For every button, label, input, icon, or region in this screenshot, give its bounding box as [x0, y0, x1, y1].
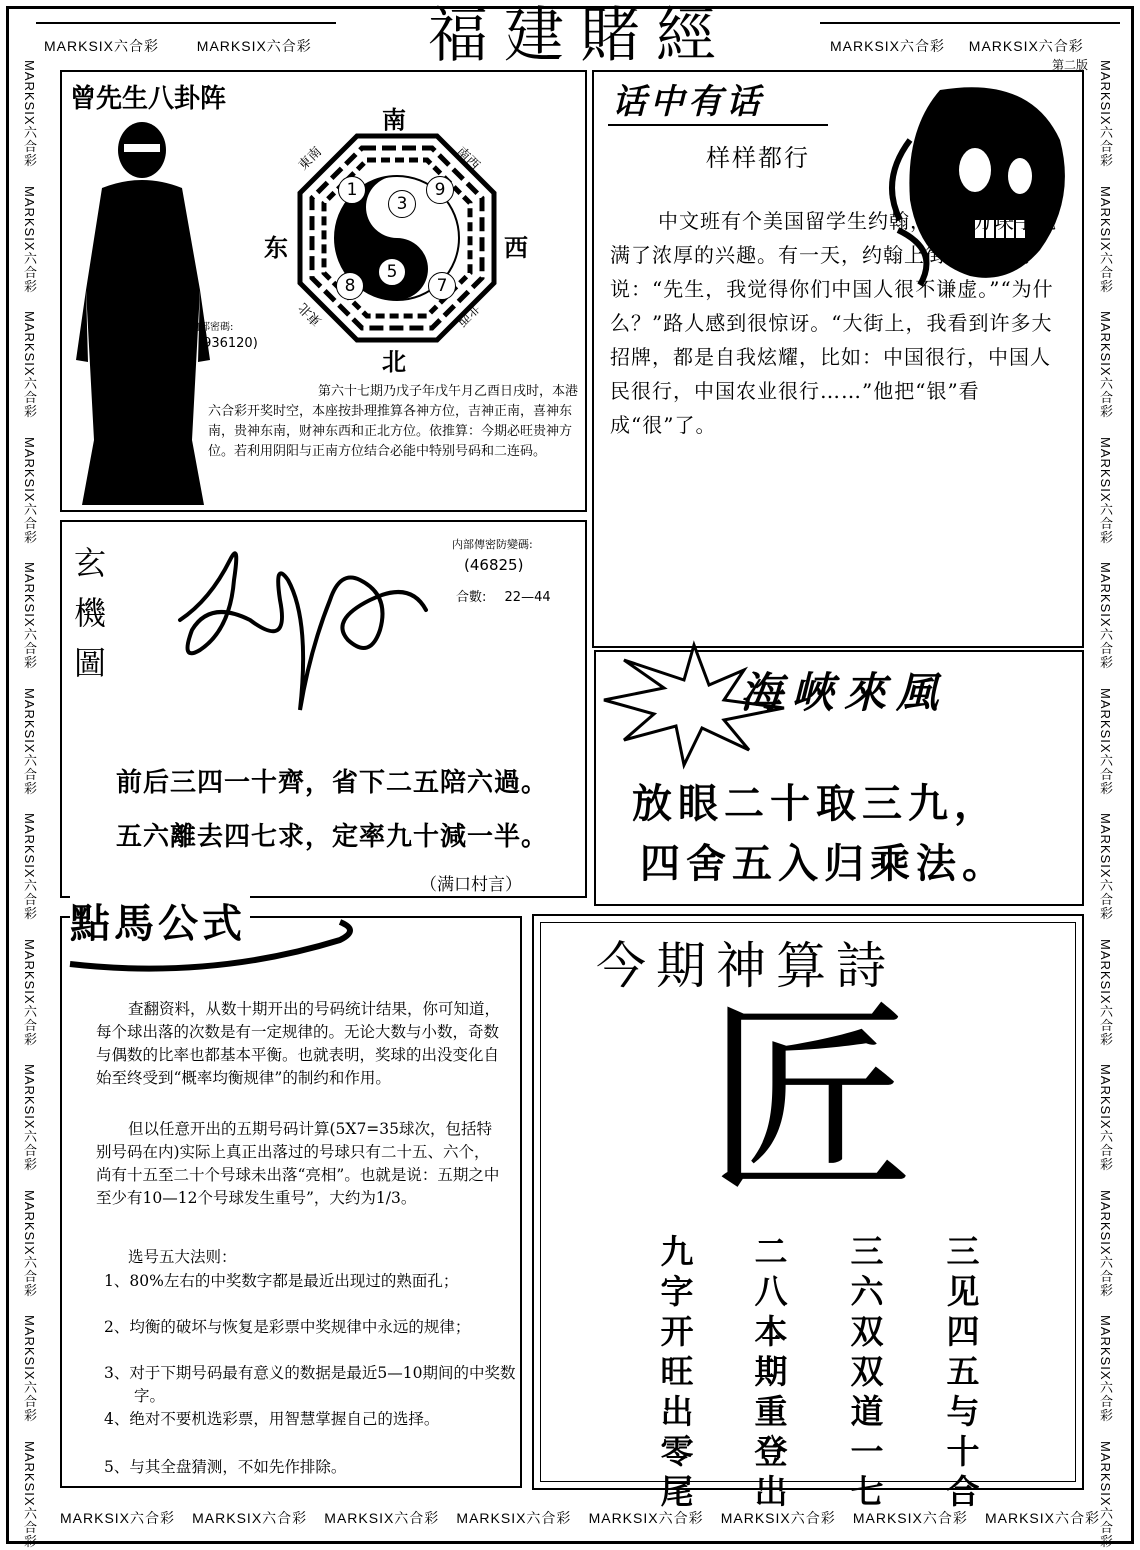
poem-char: 道 [850, 1392, 884, 1431]
direction-south: 南 [382, 106, 406, 134]
strip-label: MARKSIX六合彩 [22, 1189, 37, 1298]
strip-label: MARKSIX六合彩 [22, 185, 37, 294]
strip-label: MARKSIX六合彩 [1098, 813, 1113, 921]
poem-char: 期 [754, 1352, 788, 1391]
bagua-number: 7 [428, 272, 456, 300]
strip-label: MARKSIX六合彩 [968, 38, 1084, 54]
strip-label: MARKSIX六合彩 [830, 38, 946, 54]
dianma-paragraph-1: 查翻资料，从数十期开出的号码统计结果，你可知道，每个球出落的次数是有一定规律的。无论大数与小数，奇数与偶数的比率也都基本平衡。也就表明，奖球的出没变化自始至终受到“概率均衡规律”的制约和作用。 [96, 1000, 501, 1087]
joke-subtitle: 样样都行 [706, 144, 810, 172]
strip-label: MARKSIX六合彩 [60, 1510, 176, 1526]
dianma-rule: 1、80%左右的中奖数字都是最近出现过的熟面孔； [104, 1272, 459, 1290]
side-strip-left [20, 60, 46, 1549]
haixia-line-1: 放眼二十取三九， [632, 781, 1000, 827]
dianma-rule: 5、与其全盘猜测，不如先作排除。 [104, 1458, 347, 1476]
poem-char: 四 [946, 1312, 980, 1351]
strip-label: MARKSIX六合彩 [984, 1510, 1100, 1526]
poem-column [746, 1232, 796, 1512]
strip-label: MARKSIX六合彩 [1098, 687, 1113, 796]
strip-label: MARKSIX六合彩 [22, 938, 37, 1047]
dianma-rule: 4、绝对不要机选彩票，用智慧掌握自己的选择。 [104, 1410, 440, 1428]
xuanji-sum-value: 22—44 [504, 590, 551, 605]
strip-label: MARKSIX六合彩 [22, 813, 37, 921]
strip-label: MARKSIX六合彩 [1098, 185, 1113, 294]
poem-char: 九 [660, 1232, 694, 1271]
poem-char: 三 [946, 1232, 980, 1271]
poem-char: 本 [754, 1312, 788, 1351]
haixia-line-2: 四舍五入归乘法。 [640, 841, 1008, 887]
strip-label: MARKSIX六合彩 [22, 311, 37, 419]
poem-char: 旺 [660, 1352, 694, 1391]
strip-label: MARKSIX六合彩 [22, 436, 37, 545]
strip-label: MARKSIX六合彩 [1098, 311, 1113, 419]
strip-label: MARKSIX六合彩 [720, 1510, 836, 1526]
poem-title: 今期神算詩 [596, 937, 896, 995]
poem-char: 三 [850, 1232, 884, 1271]
bagua-number: 8 [336, 272, 364, 300]
poem-char: 零 [660, 1432, 694, 1471]
strip-label: MARKSIX六合彩 [1098, 1189, 1113, 1298]
bagua-number: 9 [426, 176, 454, 204]
header-strip-left [44, 36, 312, 56]
xuanji-line-2: 五六離去四七求，定率九十減一半。 [116, 822, 549, 852]
xuanji-code-label: 内部傳密防變碼: [452, 538, 533, 551]
bagua-number: 5 [378, 258, 406, 286]
poem-column [938, 1232, 988, 1512]
poem-char: 七 [850, 1472, 884, 1511]
xuanji-code: (46825) [464, 556, 524, 574]
dianma-paragraph-2: 但以任意开出的五期号码计算(5X7=35球次，包括特别号码在内)实际上真正出落过的号球只有二十五、六个，尚有十五至二十个号球未出落“亮相”。也就是说：五期之中至少有10—12个号球发生重号”，大约为1/3。 [96, 1120, 500, 1207]
poem-char: 见 [946, 1272, 980, 1311]
direction-northeast: 東北 [295, 299, 325, 329]
poem-char: 五 [946, 1352, 980, 1391]
dianma-rule: 3、对于下期号码最有意义的数据是最近5—10期间的中奖数字。 [104, 1364, 516, 1405]
poem-char: 双 [850, 1312, 884, 1351]
poem-column [842, 1232, 892, 1512]
bagua-code: (936120) [198, 336, 258, 351]
xuanji-line-1: 前后三四一十齊，省下二五陪六過。 [116, 768, 549, 798]
direction-north: 北 [382, 348, 406, 376]
xuanji-sum-label: 合數: [456, 590, 487, 605]
strip-label: MARKSIX六合彩 [1098, 1064, 1113, 1172]
xuanji-source: （满口村言） [420, 875, 522, 895]
header-strip-right [830, 36, 1084, 56]
xuanji-title [74, 538, 106, 688]
page-title: 福建賭經 [428, 1, 732, 71]
dianma-rules-title: 选号五大法则： [128, 1248, 237, 1266]
poem-char: 出 [660, 1392, 694, 1431]
joke-text: 中文班有个美国留学生约翰，他对方块字充满了浓厚的兴趣。有一天，约翰上街对一路人说：“先生，我觉得你们中国人很不谦虚。”“为什么？”路人感到很惊讶。“大街上，我看到许多大招牌，都是自我炫耀，比如：中国很行，中国人民很行，中国农业很行……”他把“银”看成“很”了。 [610, 209, 1057, 437]
poem-char: 字 [660, 1272, 694, 1311]
joke-title-underline [608, 124, 828, 126]
strip-label: MARKSIX六合彩 [22, 1315, 37, 1423]
xuanji-title-char: 玄 [74, 544, 107, 582]
direction-east: 东 [264, 234, 288, 262]
strip-label: MARKSIX六合彩 [588, 1510, 704, 1526]
header-rule-left [36, 22, 336, 24]
strip-label: MARKSIX六合彩 [456, 1510, 572, 1526]
poem-column [652, 1232, 702, 1512]
direction-southwest: 南西 [453, 144, 483, 174]
strip-label: MARKSIX六合彩 [22, 1440, 37, 1549]
header-rule-right [820, 22, 1120, 24]
strip-label: MARKSIX六合彩 [1098, 60, 1113, 168]
dianma-rule: 2、均衡的破坏与恢复是彩票中奖规律中永远的规律； [104, 1318, 471, 1336]
poem-char: 与 [946, 1392, 980, 1431]
strip-label: MARKSIX六合彩 [196, 38, 312, 54]
poem-char: 一 [850, 1432, 884, 1471]
poem-char: 十 [946, 1432, 980, 1471]
strip-label: MARKSIX六合彩 [22, 1064, 37, 1172]
haixia-title: 海峽來風 [740, 668, 949, 717]
strip-label: MARKSIX六合彩 [1098, 1315, 1113, 1423]
strip-label: MARKSIX六合彩 [1098, 436, 1113, 545]
strip-label: MARKSIX六合彩 [1098, 938, 1113, 1047]
poem-char: 二 [754, 1232, 788, 1271]
strip-label: MARKSIX六合彩 [44, 38, 160, 54]
joke-title: 话中有话 [612, 82, 764, 122]
dianma-title: 點馬公式 [70, 892, 250, 949]
strip-label: MARKSIX六合彩 [1098, 562, 1113, 670]
bagua-code-label: 内部密碼: [190, 322, 234, 333]
poem-char: 八 [754, 1272, 788, 1311]
bagua-title: 曾先生八卦阵 [70, 84, 227, 114]
xuanji-sum [456, 586, 551, 605]
strip-label: MARKSIX六合彩 [1098, 1440, 1113, 1549]
strip-label: MARKSIX六合彩 [22, 687, 37, 796]
strip-label: MARKSIX六合彩 [22, 60, 37, 168]
poem-char: 开 [660, 1312, 694, 1351]
poem-char: 六 [850, 1272, 884, 1311]
direction-southeast: 東南 [295, 144, 325, 174]
edition-label: 第二版 [1052, 58, 1089, 72]
poem-char: 尾 [660, 1472, 694, 1511]
xuanji-scribble [170, 540, 440, 720]
direction-northwest: 北西 [453, 299, 483, 329]
xuanji-title-char: 機 [74, 594, 107, 632]
poem-char: 登 [754, 1432, 788, 1471]
strip-label: MARKSIX六合彩 [192, 1510, 308, 1526]
strip-label: MARKSIX六合彩 [852, 1510, 968, 1526]
poem-big-char: 匠 [704, 978, 915, 1223]
side-strip-right [1096, 60, 1122, 1549]
xuanji-title-char: 圖 [74, 644, 107, 682]
poem-char: 合 [946, 1472, 980, 1511]
bagua-number: 3 [388, 190, 416, 218]
strip-label: MARKSIX六合彩 [22, 562, 37, 670]
poem-char: 双 [850, 1352, 884, 1391]
direction-west: 西 [504, 234, 528, 262]
bagua-text: 第六十七期乃戊子年戊午月乙酉日戌时，本港六合彩开奖时空，本座按卦理推算各神方位，吉神正南，喜神东南，贵神东南，财神东西和正北方位。依推算：今期必旺贵神方位。若利用阴阳与正南方位结合必能中特别号码和二连码。 [208, 384, 579, 459]
bagua-number: 1 [338, 176, 366, 204]
poem-char: 出 [754, 1472, 788, 1511]
strip-label: MARKSIX六合彩 [324, 1510, 440, 1526]
poem-char: 重 [754, 1392, 788, 1431]
figure-illustration [72, 110, 222, 510]
